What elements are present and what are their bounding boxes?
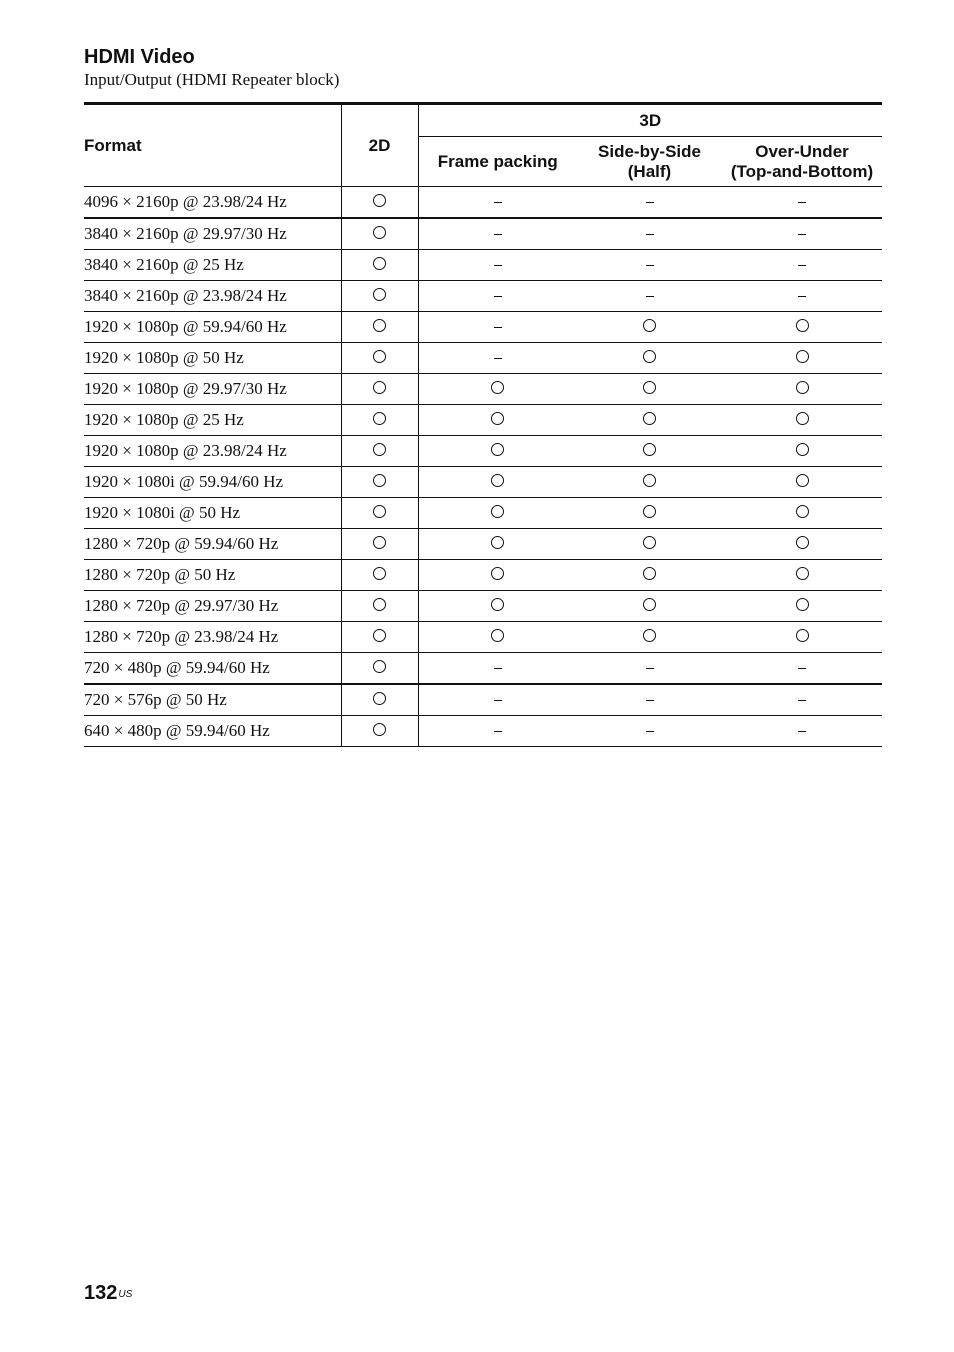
supported-circle-icon (796, 443, 809, 456)
header-frame-packing (418, 137, 577, 187)
not-supported-dash-icon (494, 296, 502, 297)
frame-packing-cell (418, 218, 577, 250)
side-by-side-cell (577, 467, 722, 498)
table-row (84, 187, 882, 219)
supported-circle-icon (796, 350, 809, 363)
supported-circle-icon (643, 629, 656, 642)
header-side-by-side (577, 137, 722, 187)
supported-circle-icon (796, 474, 809, 487)
table-row (84, 281, 882, 312)
not-supported-dash-icon (646, 731, 654, 732)
table-row (84, 529, 882, 560)
table-row (84, 374, 882, 405)
frame-packing-cell (418, 374, 577, 405)
table-row (84, 591, 882, 622)
side-by-side-cell (577, 187, 722, 219)
over-under-cell (722, 312, 882, 343)
supported-circle-icon (373, 723, 386, 736)
2d-cell (341, 343, 418, 374)
side-by-side-cell (577, 312, 722, 343)
side-by-side-cell (577, 591, 722, 622)
format-cell: 720 × 576p @ 50 Hz (84, 684, 341, 716)
format-rows (84, 187, 882, 747)
format-cell: 1920 × 1080p @ 25 Hz (84, 405, 341, 436)
supported-circle-icon (643, 505, 656, 518)
header-over-under-line2: (Top-and-Bottom) (730, 161, 874, 181)
format-cell: 1280 × 720p @ 23.98/24 Hz (84, 622, 341, 653)
supported-circle-icon (796, 629, 809, 642)
over-under-cell (722, 281, 882, 312)
2d-cell (341, 716, 418, 747)
over-under-cell (722, 250, 882, 281)
supported-circle-icon (796, 412, 809, 425)
not-supported-dash-icon (494, 234, 502, 235)
table-row (84, 622, 882, 653)
section-subtitle: Input/Output (HDMI Repeater block) (84, 70, 340, 89)
supported-circle-icon (491, 474, 504, 487)
2d-cell (341, 591, 418, 622)
side-by-side-cell (577, 622, 722, 653)
frame-packing-cell (418, 436, 577, 467)
not-supported-dash-icon (494, 358, 502, 359)
not-supported-dash-icon (646, 700, 654, 701)
table-row (84, 343, 882, 374)
frame-packing-cell (418, 529, 577, 560)
supported-circle-icon (491, 381, 504, 394)
not-supported-dash-icon (646, 265, 654, 266)
format-cell: 720 × 480p @ 59.94/60 Hz (84, 653, 341, 685)
supported-circle-icon (643, 319, 656, 332)
frame-packing-cell (418, 591, 577, 622)
over-under-cell (722, 218, 882, 250)
2d-cell (341, 218, 418, 250)
supported-circle-icon (373, 226, 386, 239)
supported-circle-icon (373, 350, 386, 363)
2d-cell (341, 436, 418, 467)
table-row (84, 653, 882, 685)
supported-circle-icon (373, 381, 386, 394)
format-cell: 3840 × 2160p @ 25 Hz (84, 250, 341, 281)
over-under-cell (722, 684, 882, 716)
frame-packing-cell (418, 405, 577, 436)
supported-circle-icon (373, 257, 386, 270)
supported-circle-icon (373, 194, 386, 207)
not-supported-dash-icon (646, 668, 654, 669)
format-cell: 3840 × 2160p @ 23.98/24 Hz (84, 281, 341, 312)
page-number-value: 132 (84, 1282, 118, 1304)
supported-circle-icon (491, 443, 504, 456)
table-row (84, 684, 882, 716)
over-under-cell (722, 343, 882, 374)
over-under-cell (722, 374, 882, 405)
2d-cell (341, 312, 418, 343)
not-supported-dash-icon (494, 731, 502, 732)
2d-cell (341, 467, 418, 498)
over-under-cell (722, 187, 882, 219)
table-row (84, 716, 882, 747)
frame-packing-cell (418, 716, 577, 747)
supported-circle-icon (643, 598, 656, 611)
side-by-side-cell (577, 281, 722, 312)
supported-circle-icon (491, 412, 504, 425)
frame-packing-cell (418, 560, 577, 591)
over-under-cell (722, 467, 882, 498)
not-supported-dash-icon (494, 265, 502, 266)
table-row (84, 312, 882, 343)
not-supported-dash-icon (798, 700, 806, 701)
supported-circle-icon (491, 598, 504, 611)
format-cell: 4096 × 2160p @ 23.98/24 Hz (84, 187, 341, 219)
over-under-cell (722, 716, 882, 747)
table-row (84, 250, 882, 281)
2d-cell (341, 405, 418, 436)
supported-circle-icon (796, 319, 809, 332)
over-under-cell (722, 436, 882, 467)
not-supported-dash-icon (646, 202, 654, 203)
supported-circle-icon (491, 567, 504, 580)
header-2d: 2D (341, 104, 418, 187)
supported-circle-icon (796, 505, 809, 518)
header-3d: 3D (418, 104, 882, 137)
over-under-cell (722, 591, 882, 622)
2d-cell (341, 560, 418, 591)
2d-cell (341, 529, 418, 560)
supported-circle-icon (796, 567, 809, 580)
format-cell: 1920 × 1080p @ 29.97/30 Hz (84, 374, 341, 405)
not-supported-dash-icon (646, 234, 654, 235)
section-title: HDMI Video (84, 46, 195, 68)
2d-cell (341, 684, 418, 716)
side-by-side-cell (577, 218, 722, 250)
2d-cell (341, 374, 418, 405)
table-row (84, 498, 882, 529)
side-by-side-cell (577, 716, 722, 747)
supported-circle-icon (643, 536, 656, 549)
supported-circle-icon (796, 598, 809, 611)
2d-cell (341, 653, 418, 685)
frame-packing-cell (418, 653, 577, 685)
not-supported-dash-icon (494, 668, 502, 669)
header-side-by-side-line2: (Half) (627, 161, 672, 181)
supported-circle-icon (373, 288, 386, 301)
side-by-side-cell (577, 343, 722, 374)
supported-circle-icon (373, 319, 386, 332)
supported-circle-icon (373, 692, 386, 705)
side-by-side-cell (577, 250, 722, 281)
2d-cell (341, 622, 418, 653)
supported-circle-icon (643, 443, 656, 456)
supported-circle-icon (373, 598, 386, 611)
supported-circle-icon (796, 536, 809, 549)
format-cell: 1920 × 1080p @ 59.94/60 Hz (84, 312, 341, 343)
not-supported-dash-icon (798, 202, 806, 203)
frame-packing-cell (418, 281, 577, 312)
frame-packing-cell (418, 187, 577, 219)
supported-circle-icon (491, 505, 504, 518)
supported-circle-icon (373, 443, 386, 456)
side-by-side-cell (577, 498, 722, 529)
header-format: Format (84, 104, 341, 187)
table-row (84, 405, 882, 436)
supported-circle-icon (643, 350, 656, 363)
header-over-under (722, 137, 882, 187)
supported-circle-icon (491, 629, 504, 642)
not-supported-dash-icon (646, 296, 654, 297)
2d-cell (341, 281, 418, 312)
header-over-under-line1: Over-Under (755, 141, 849, 161)
not-supported-dash-icon (798, 731, 806, 732)
frame-packing-cell (418, 250, 577, 281)
frame-packing-cell (418, 467, 577, 498)
frame-packing-cell (418, 343, 577, 374)
over-under-cell (722, 622, 882, 653)
2d-cell (341, 250, 418, 281)
format-cell: 3840 × 2160p @ 29.97/30 Hz (84, 218, 341, 250)
frame-packing-cell (418, 622, 577, 653)
page-number (84, 1281, 132, 1305)
format-cell: 1280 × 720p @ 50 Hz (84, 560, 341, 591)
supported-circle-icon (643, 567, 656, 580)
side-by-side-cell (577, 684, 722, 716)
not-supported-dash-icon (494, 327, 502, 328)
frame-packing-cell (418, 498, 577, 529)
over-under-cell (722, 560, 882, 591)
over-under-cell (722, 498, 882, 529)
not-supported-dash-icon (494, 700, 502, 701)
supported-circle-icon (643, 381, 656, 394)
supported-circle-icon (373, 536, 386, 549)
side-by-side-cell (577, 653, 722, 685)
side-by-side-cell (577, 560, 722, 591)
over-under-cell (722, 529, 882, 560)
header-frame-packing-label: Frame packing (437, 151, 558, 171)
side-by-side-cell (577, 405, 722, 436)
2d-cell (341, 187, 418, 219)
header-side-by-side-line1: Side-by-Side (598, 141, 701, 161)
format-cell: 1920 × 1080p @ 50 Hz (84, 343, 341, 374)
format-cell: 1920 × 1080i @ 50 Hz (84, 498, 341, 529)
supported-circle-icon (643, 412, 656, 425)
supported-circle-icon (643, 474, 656, 487)
format-cell: 1920 × 1080p @ 23.98/24 Hz (84, 436, 341, 467)
supported-circle-icon (373, 629, 386, 642)
frame-packing-cell (418, 684, 577, 716)
hdmi-video-format-table (84, 102, 882, 747)
supported-circle-icon (796, 381, 809, 394)
table-row (84, 436, 882, 467)
page-number-suffix: US (118, 1289, 133, 1300)
format-cell: 1280 × 720p @ 29.97/30 Hz (84, 591, 341, 622)
supported-circle-icon (373, 660, 386, 673)
table-row (84, 218, 882, 250)
2d-cell (341, 498, 418, 529)
supported-circle-icon (373, 505, 386, 518)
frame-packing-cell (418, 312, 577, 343)
side-by-side-cell (577, 436, 722, 467)
over-under-cell (722, 653, 882, 685)
supported-circle-icon (491, 536, 504, 549)
supported-circle-icon (373, 412, 386, 425)
format-cell: 1280 × 720p @ 59.94/60 Hz (84, 529, 341, 560)
not-supported-dash-icon (798, 668, 806, 669)
side-by-side-cell (577, 529, 722, 560)
not-supported-dash-icon (798, 265, 806, 266)
table-row (84, 560, 882, 591)
supported-circle-icon (373, 474, 386, 487)
not-supported-dash-icon (494, 202, 502, 203)
format-cell: 640 × 480p @ 59.94/60 Hz (84, 716, 341, 747)
not-supported-dash-icon (798, 296, 806, 297)
supported-circle-icon (373, 567, 386, 580)
side-by-side-cell (577, 374, 722, 405)
format-cell: 1920 × 1080i @ 59.94/60 Hz (84, 467, 341, 498)
table-row (84, 467, 882, 498)
over-under-cell (722, 405, 882, 436)
not-supported-dash-icon (798, 234, 806, 235)
